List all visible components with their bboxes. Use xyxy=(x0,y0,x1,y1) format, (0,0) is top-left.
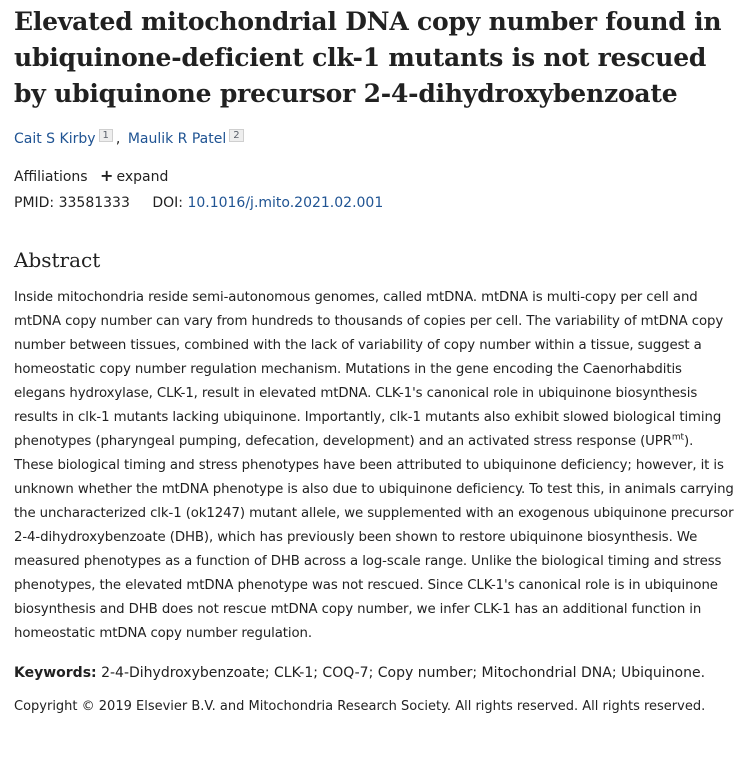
copyright-notice: Copyright © 2019 Elsevier B.V. and Mitochondria Research Society. All rights reserved. All rights reserved. xyxy=(14,699,706,714)
keywords-row xyxy=(14,663,734,683)
author-link-patel[interactable]: Maulik R Patel xyxy=(127,131,227,147)
author-link-kirby[interactable]: Cait S Kirby xyxy=(14,131,96,147)
keywords-text: 2-4-Dihydroxybenzoate; CLK-1; COQ-7; Copy number; Mitochondrial DNA; Ubiquinone. xyxy=(101,665,706,681)
affiliation-badge-2[interactable]: 2 xyxy=(229,129,243,142)
abstract-heading: Abstract xyxy=(14,248,101,272)
abstract-text-part-2: ). These biological timing and stress phenotypes have been attributed to ubiquinone deficiency; however, it is unknown whether the mtDNA phenotype is also due to ubiquinone deficiency. To test this, in animals carrying the uncharacterized clk-1 (ok1247) mutant allele, we supplemented with an exogenous ubiquinone precursor 2-4-dihydroxybenzoate (DHB), which has previously been shown to restore ubiquinone biosynthesis. We measured phenotypes as a function of DHB across a log-scale range. Unlike the biological timing and stress phenotypes, the elevated mtDNA phenotype was not rescued. Since CLK-1's canonical role is in ubiquinone biosynthesis and DHB does not rescue mtDNA copy number, we infer CLK-1 has an additional function in homeostatic mtDNA copy number regulation. xyxy=(14,434,734,641)
article-page xyxy=(14,0,734,717)
authors-list xyxy=(14,129,734,149)
expand-label: expand xyxy=(116,169,169,185)
abstract-superscript: mt xyxy=(671,432,684,443)
abstract-text xyxy=(14,286,734,646)
affiliation-badge-1[interactable]: 1 xyxy=(99,129,113,142)
author-separator: , xyxy=(115,131,121,147)
affiliations-row xyxy=(14,166,734,186)
doi-label: DOI: xyxy=(152,195,183,211)
affiliations-label: Affiliations xyxy=(14,169,88,185)
keywords-label: Keywords: xyxy=(14,665,97,681)
pmid-value: 33581333 xyxy=(58,195,130,211)
identifiers-row xyxy=(14,193,734,213)
doi-link[interactable]: 10.1016/j.mito.2021.02.001 xyxy=(187,195,384,211)
pmid-label: PMID: xyxy=(14,195,55,211)
plus-icon: + xyxy=(100,166,114,185)
article-title: Elevated mitochondrial DNA copy number found in ubiquinone-deficient clk-1 mutants is not rescued by ubiquinone precursor 2-4-dihydroxybenzoate xyxy=(14,7,722,108)
abstract-text-part-1: Inside mitochondria reside semi-autonomous genomes, called mtDNA. mtDNA is multi-copy per cell and mtDNA copy number can vary from hundreds to thousands of copies per cell. The variability of mtDNA copy number between tissues, combined with the lack of variability of copy number within a tissue, suggest a homeostatic copy number regulation mechanism. Mutations in the gene encoding the Caenorhabditis elegans hydroxylase, CLK-1, result in elevated mtDNA. CLK-1's canonical role in ubiquinone biosynthesis results in clk-1 mutants lacking ubiquinone. Importantly, clk-1 mutants also exhibit slowed biological timing phenotypes (pharyngeal pumping, defecation, development) and an activated stress response (UPR xyxy=(14,290,724,449)
expand-affiliations-button[interactable] xyxy=(100,166,169,185)
